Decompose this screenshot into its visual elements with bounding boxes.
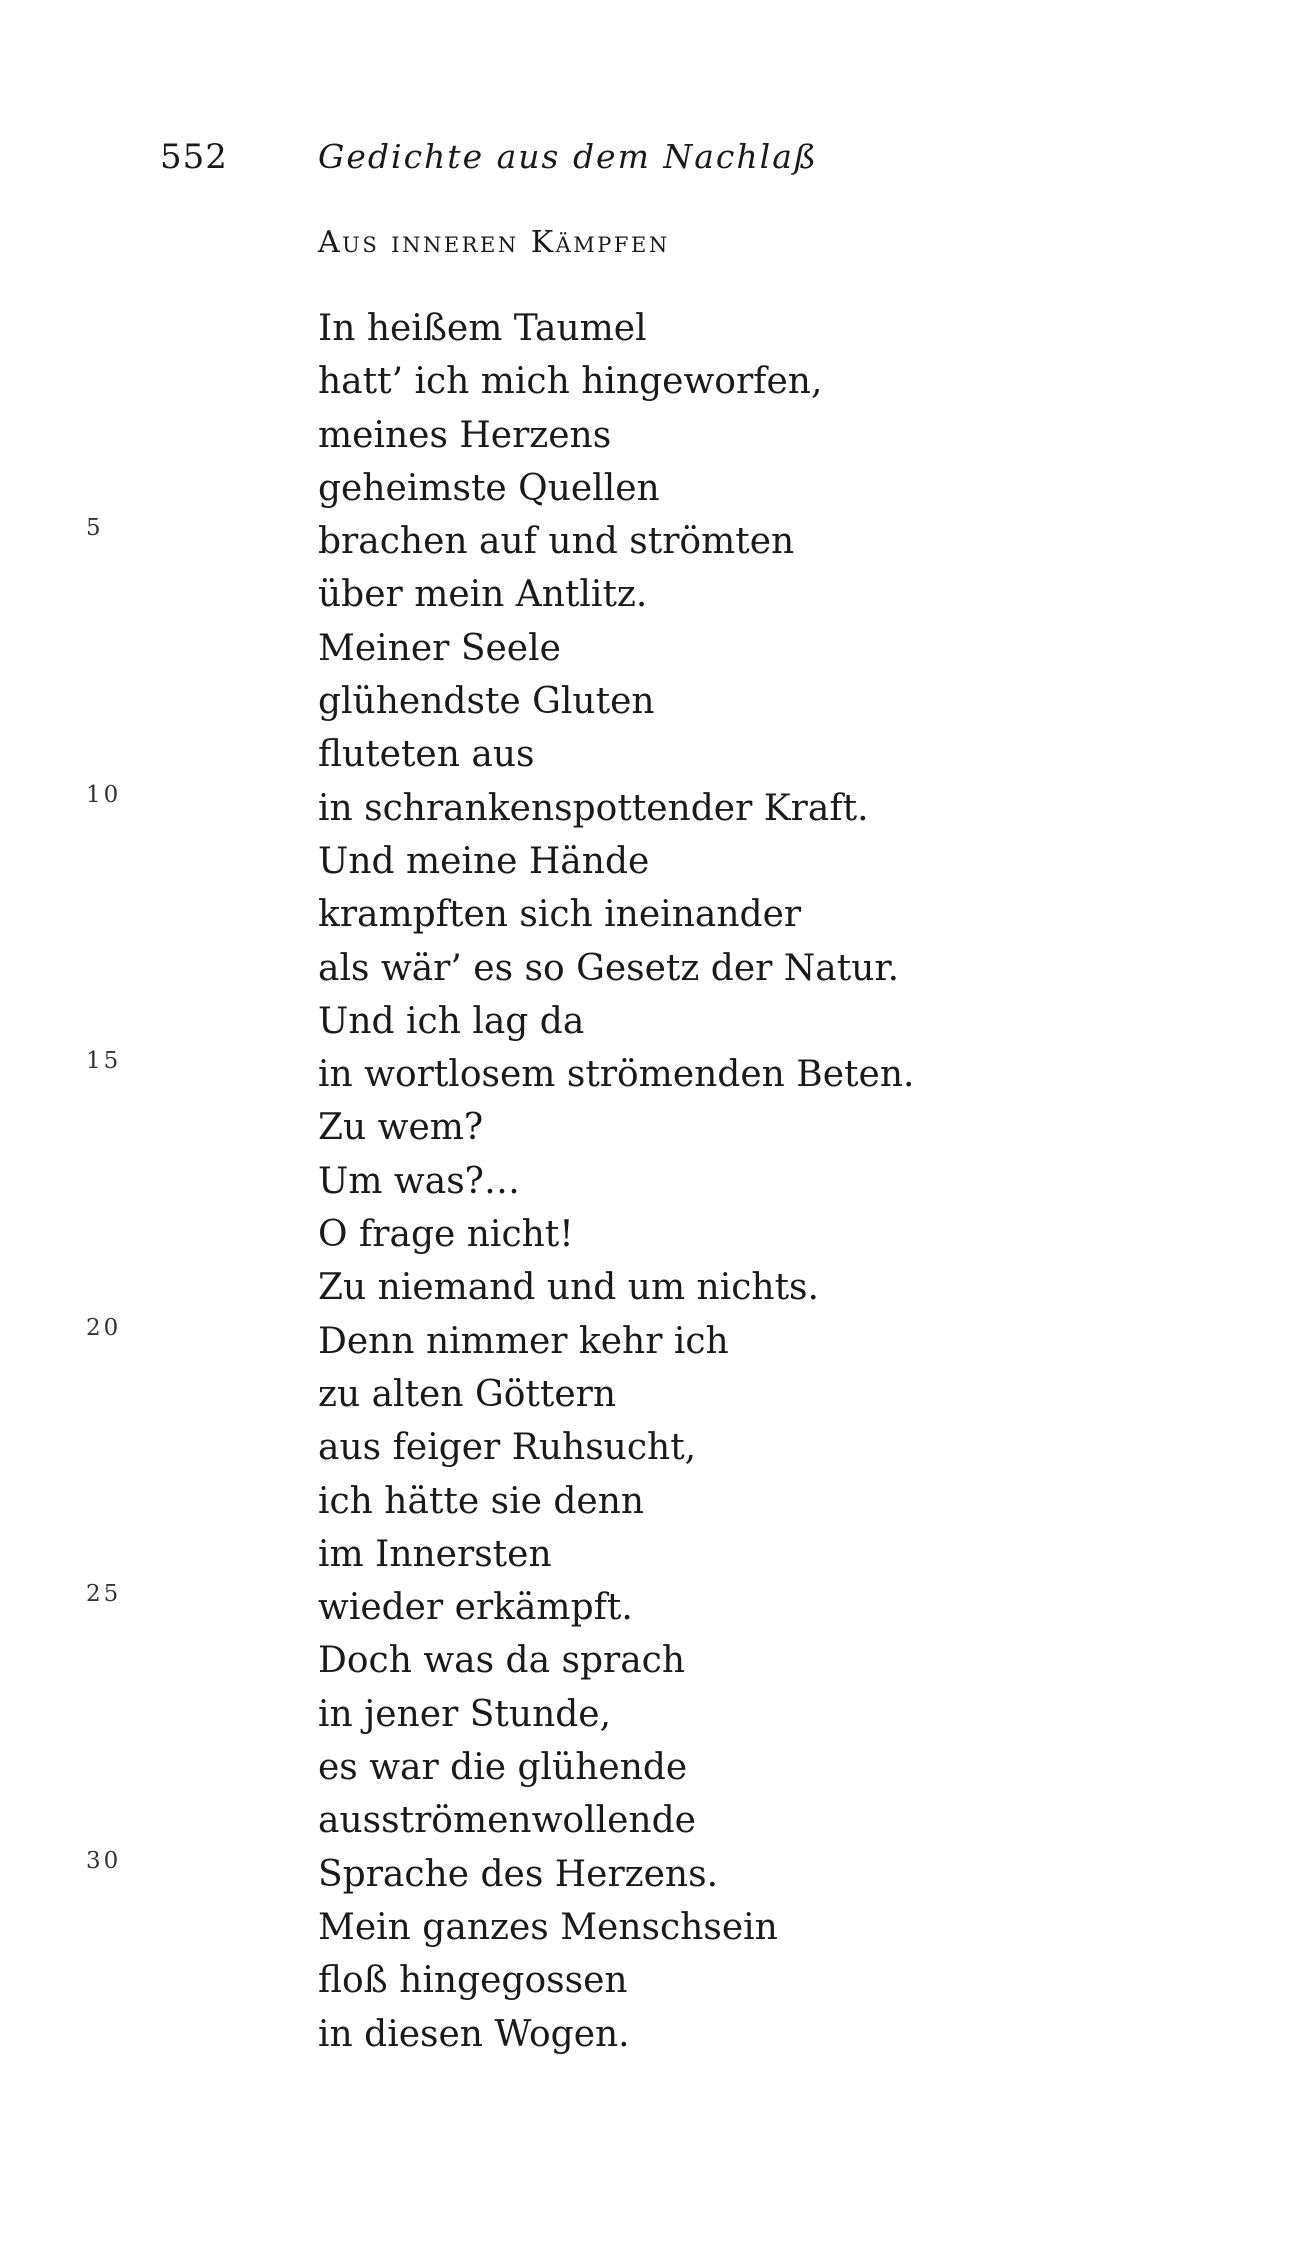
verse-line: Mein ganzes Menschsein bbox=[318, 1906, 778, 1948]
poem-title: Aus inneren Kämpfen bbox=[318, 225, 670, 260]
verse-line: Um was?… bbox=[318, 1160, 520, 1202]
line-number-5: 5 bbox=[86, 515, 104, 541]
verse-line: Sprache des Herzens. bbox=[318, 1853, 719, 1895]
verse-line: ich hätte sie denn bbox=[318, 1480, 645, 1522]
page-number: 552 bbox=[160, 137, 228, 177]
verse-line: Und meine Hände bbox=[318, 840, 650, 882]
verse-line: krampften sich ineinander bbox=[318, 894, 802, 936]
verse-line: Meiner Seele bbox=[318, 627, 561, 669]
verse-line: In heißem Taumel bbox=[318, 308, 647, 349]
line-number-10: 10 bbox=[86, 782, 122, 808]
verse-line: in diesen Wogen. bbox=[318, 2013, 630, 2055]
line-number-20: 20 bbox=[86, 1315, 122, 1341]
verse-line: im Innersten bbox=[318, 1533, 552, 1575]
running-header: Gedichte aus dem Nachlaß bbox=[318, 137, 818, 176]
verse-line: fluteten aus bbox=[318, 734, 535, 776]
verse-line: hatt’ ich mich hingeworfen, bbox=[318, 361, 823, 403]
verse-line: Denn nimmer kehr ich bbox=[318, 1320, 729, 1362]
verse-line: es war die glühende bbox=[318, 1747, 688, 1789]
line-number-15: 15 bbox=[86, 1048, 122, 1074]
verse-line: in wortlosem strömenden Beten. bbox=[318, 1054, 915, 1096]
verse-line: geheimste Quellen bbox=[318, 467, 660, 509]
verse-line: Zu wem? bbox=[318, 1107, 484, 1149]
poem-body bbox=[318, 302, 914, 2061]
verse-line: als wär’ es so Gesetz der Natur. bbox=[318, 947, 900, 989]
verse-line: ausströmenwollende bbox=[318, 1800, 696, 1842]
verse-line: O frage nicht! bbox=[318, 1214, 574, 1256]
verse-line: floß hingegossen bbox=[318, 1960, 628, 2002]
verse-line: Und ich lag da bbox=[318, 1000, 585, 1042]
verse-line: Zu niemand und um nichts. bbox=[318, 1267, 819, 1309]
verse-line: zu alten Göttern bbox=[318, 1373, 617, 1415]
verse-line: in schrankenspottender Kraft. bbox=[318, 787, 869, 829]
verse-line: brachen auf und strömten bbox=[318, 521, 795, 563]
verse-line: Doch was da sprach bbox=[318, 1640, 686, 1682]
line-number-30: 30 bbox=[86, 1848, 122, 1874]
verse-line: meines Herzens bbox=[318, 414, 612, 456]
verse-line: in jener Stunde, bbox=[318, 1693, 612, 1735]
line-number-25: 25 bbox=[86, 1581, 122, 1607]
verse-line: über mein Antlitz. bbox=[318, 574, 648, 616]
verse-line: aus feiger Ruhsucht, bbox=[318, 1427, 697, 1469]
verse-line: glühendste Gluten bbox=[318, 681, 655, 723]
verse-line: wieder erkämpft. bbox=[318, 1587, 633, 1629]
